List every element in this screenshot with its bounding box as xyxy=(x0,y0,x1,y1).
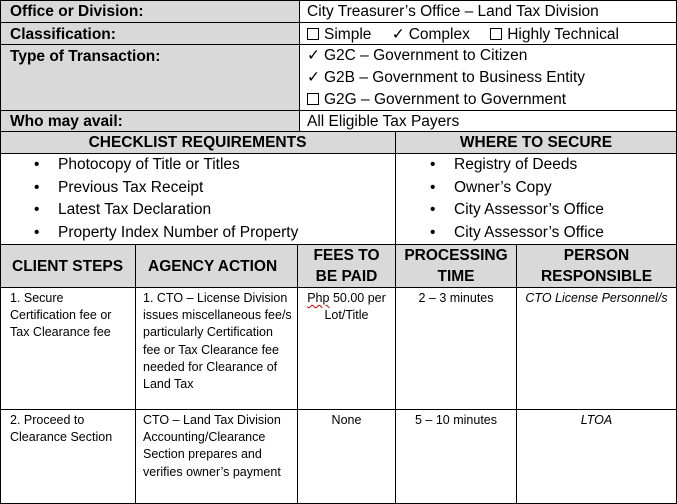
classification-highly-technical: Highly Technical xyxy=(490,26,619,43)
table-row-2-agency: CTO – Land Tax Division Accounting/Clearance Section prepares and verifies owner’s payment xyxy=(136,410,298,504)
checkmark-icon: ✓ xyxy=(307,47,320,64)
transaction-g2g: G2G – Government to Government xyxy=(307,89,676,111)
checklist-requirements-header: CHECKLIST REQUIREMENTS xyxy=(0,132,396,154)
classification-options xyxy=(300,23,677,45)
table-row-1-client: 1. Secure Certification fee or Tax Clearance fee xyxy=(0,288,136,410)
empty-checkbox-icon xyxy=(307,93,319,105)
table-row-1-person: CTO License Personnel/s xyxy=(517,288,677,410)
transaction-label: Type of Transaction: xyxy=(0,45,300,111)
transaction-g2c: ✓ G2C – Government to Citizen xyxy=(307,45,676,67)
empty-checkbox-icon xyxy=(490,28,502,40)
requirements-list-cell xyxy=(0,154,396,245)
list-item: • Previous Tax Receipt xyxy=(58,177,395,200)
avail-label: Who may avail: xyxy=(0,111,300,132)
checkmark-icon: ✓ xyxy=(307,69,320,86)
list-item: • City Assessor’s Office xyxy=(454,222,676,245)
office-label: Office or Division: xyxy=(0,0,300,23)
avail-value: All Eligible Tax Payers xyxy=(300,111,677,132)
table-row-2-client: 2. Proceed to Clearance Section xyxy=(0,410,136,504)
classification-label: Classification: xyxy=(0,23,300,45)
classification-simple: Simple xyxy=(307,26,371,43)
fees-header: FEES TO BE PAID xyxy=(298,245,396,288)
list-item: • Registry of Deeds xyxy=(454,154,676,177)
where-to-secure-header: WHERE TO SECURE xyxy=(396,132,677,154)
table-row-1-agency: 1. CTO – License Division issues miscellaneous fee/s particularly Certification fee or Tax Clearance fee needed for Clearance of Land Tax xyxy=(136,288,298,410)
client-steps-header: CLIENT STEPS xyxy=(0,245,136,288)
transaction-options xyxy=(300,45,677,111)
list-item: • Owner’s Copy xyxy=(454,177,676,200)
list-item: • City Assessor’s Office xyxy=(454,199,676,222)
where-list-cell xyxy=(396,154,677,245)
classification-complex: ✓ Complex xyxy=(391,26,470,43)
table-row-1-time: 2 – 3 minutes xyxy=(396,288,517,410)
list-item: • Photocopy of Title or Titles xyxy=(58,154,395,177)
agency-action-header: AGENCY ACTION xyxy=(136,245,298,288)
table-row-1-fees: Php 50.00 per Lot/Title xyxy=(298,288,396,410)
person-responsible-header: PERSON RESPONSIBLE xyxy=(517,245,677,288)
table-row-2-fees: None xyxy=(298,410,396,504)
where-list xyxy=(396,154,676,244)
checkmark-icon: ✓ xyxy=(391,26,405,43)
requirements-list xyxy=(0,154,395,244)
processing-time-header: PROCESSING TIME xyxy=(396,245,517,288)
transaction-g2b: ✓ G2B – Government to Business Entity xyxy=(307,67,676,89)
empty-checkbox-icon xyxy=(307,28,319,40)
table-row-2-time: 5 – 10 minutes xyxy=(396,410,517,504)
table-row-2-person: LTOA xyxy=(517,410,677,504)
list-item: • Latest Tax Declaration xyxy=(58,199,395,222)
list-item: • Property Index Number of Property xyxy=(58,222,395,245)
office-value: City Treasurer’s Office – Land Tax Division xyxy=(300,0,677,23)
